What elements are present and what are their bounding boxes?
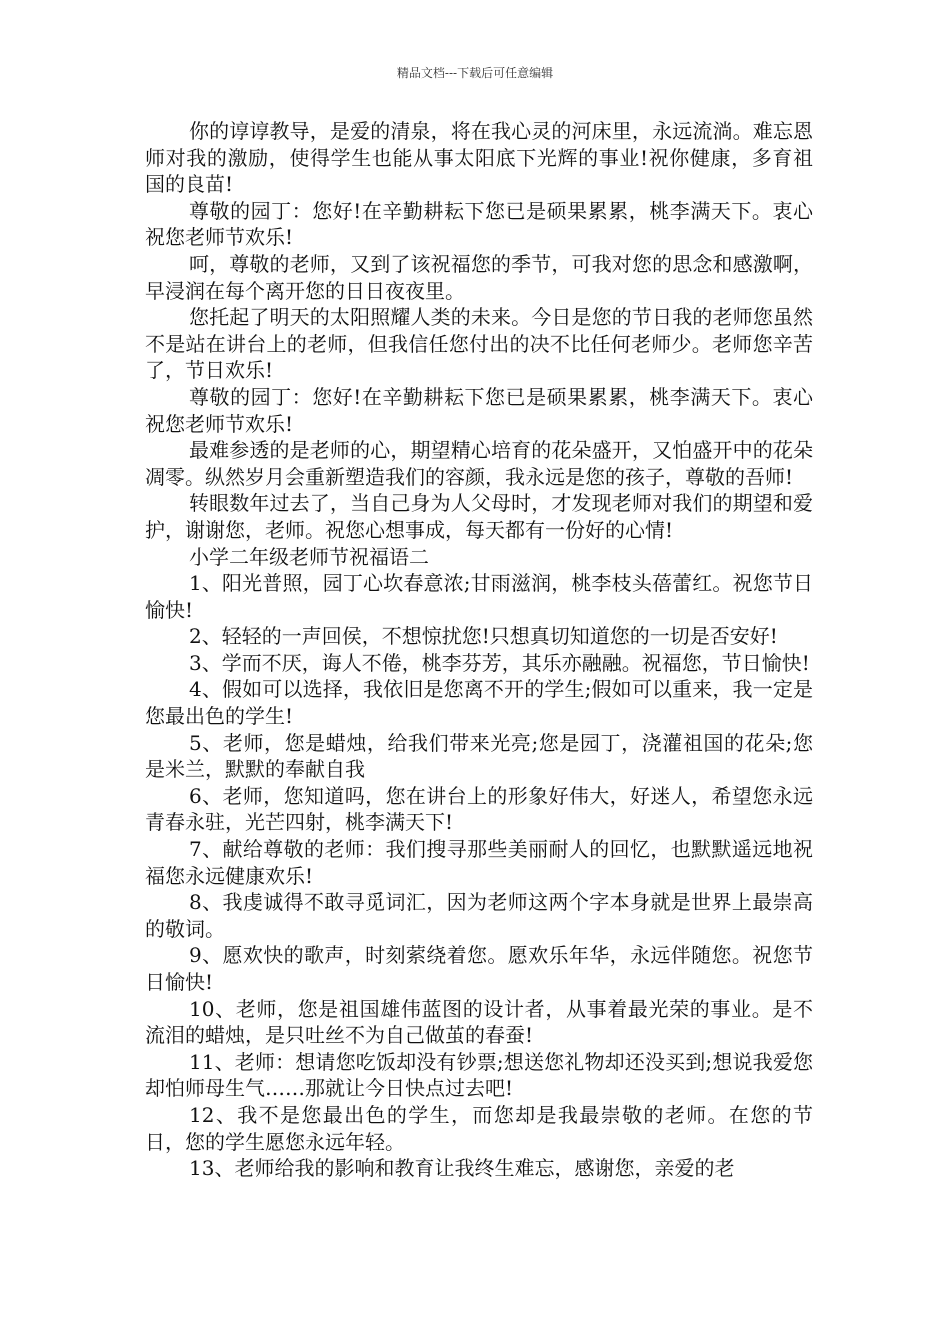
list-item: 7、献给尊敬的老师：我们搜寻那些美丽耐人的回忆，也默默遥远地祝福您永远健康欢乐!	[145, 837, 813, 888]
list-item: 5、老师，您是蜡烛，给我们带来光亮;您是园丁，浇灌祖国的花朵;您是米兰，默默的奉献自我	[145, 730, 813, 782]
list-item: 8、我虔诚得不敢寻觅词汇，因为老师这两个字本身就是世界上最崇高的敬词。	[145, 890, 813, 941]
list-item: 10、老师，您是祖国雄伟蓝图的设计者，从事着最光荣的事业。是不流泪的蜡烛，是只吐丝不为自己做茧的春蚕!	[145, 996, 813, 1048]
list-item: 2、轻轻的一声回侯，不想惊扰您!只想真切知道您的一切是否安好!	[189, 624, 778, 649]
list-item: 3、学而不厌，诲人不倦，桃李芬芳，其乐亦融融。祝福您，节日愉快!	[189, 650, 810, 675]
list-item: 11、老师：想请您吃饭却没有钞票;想送您礼物却还没买到;想说我爱您却怕师母生气……那就让今日快点过去吧!	[145, 1049, 813, 1101]
paragraph: 转眼数年过去了，当自己身为人父母时，才发现老师对我们的期望和爱护，谢谢您，老师。祝您心想事成，每天都有一份好的心情!	[145, 491, 813, 542]
paragraph: 最难参透的是老师的心，期望精心培育的花朵盛开，又怕盛开中的花朵凋零。纵然岁月会重新塑造我们的容颜，我永远是您的孩子，尊敬的吾师!	[145, 438, 813, 489]
document-body	[145, 118, 813, 1182]
paragraph: 呵，尊敬的老师，又到了该祝福您的季节，可我对您的思念和感激啊，早浸润在每个离开您的日日夜夜里。	[145, 251, 813, 303]
list-item: 13、老师给我的影响和教育让我终生难忘，感谢您，亲爱的老	[189, 1156, 735, 1181]
paragraph: 尊敬的园丁：您好!在辛勤耕耘下您已是硕果累累，桃李满天下。衷心祝您老师节欢乐!	[145, 198, 813, 250]
list-item: 6、老师，您知道吗，您在讲台上的形象好伟大，好迷人，希望您永远青春永驻，光芒四射，桃李满天下!	[145, 783, 813, 835]
page-header: 精品文档---下载后可任意编辑	[396, 66, 554, 80]
list-item: 12、我不是您最出色的学生，而您却是我最崇敬的老师。在您的节日，您的学生愿您永远年轻。	[145, 1102, 813, 1154]
list-item: 1、阳光普照，园丁心坎春意浓;甘雨滋润，桃李枝头蓓蕾红。祝您节日愉快!	[145, 571, 813, 622]
section-heading: 小学二年级老师节祝福语二	[189, 544, 429, 569]
paragraph: 尊敬的园丁：您好!在辛勤耕耘下您已是硕果累累，桃李满天下。衷心祝您老师节欢乐!	[145, 384, 813, 436]
list-item: 4、假如可以选择，我依旧是您离不开的学生;假如可以重来，我一定是您最出色的学生!	[145, 677, 813, 729]
list-item: 9、愿欢快的歌声，时刻萦绕着您。愿欢乐年华，永远伴随您。祝您节日愉快!	[145, 943, 813, 994]
paragraph: 你的谆谆教导，是爱的清泉，将在我心灵的河床里，永远流淌。难忘恩师对我的激励，使得学生也能从事太阳底下光辉的事业!祝你健康，多育祖国的良苗!	[145, 119, 813, 197]
paragraph: 您托起了明天的太阳照耀人类的未来。今日是您的节日我的老师您虽然不是站在讲台上的老师，但我信任您付出的决不比任何老师少。老师您辛苦了，节日欢乐!	[145, 305, 813, 383]
